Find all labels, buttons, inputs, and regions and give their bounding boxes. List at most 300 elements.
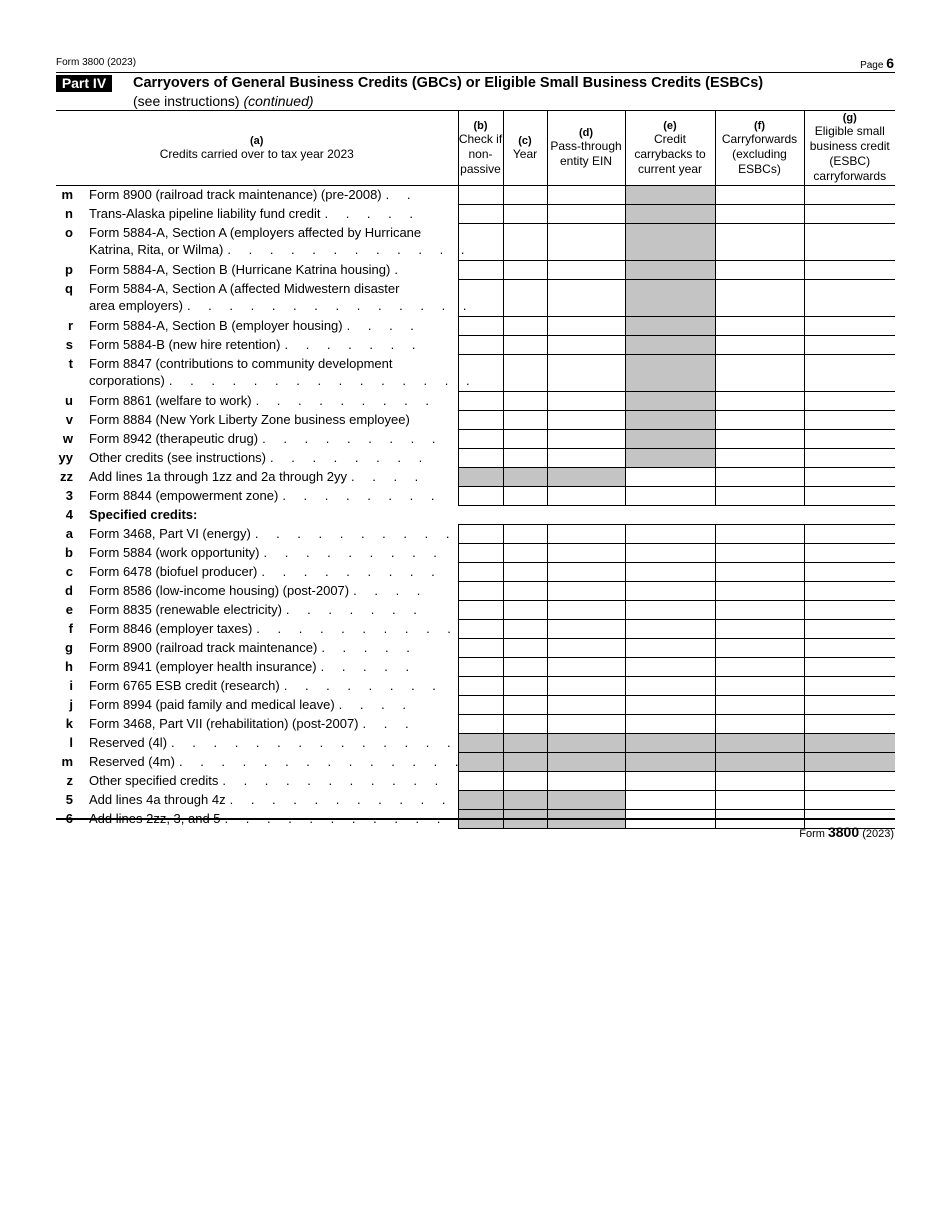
leader-dots: . [394, 261, 405, 277]
entry-cell-f[interactable] [715, 430, 804, 449]
entry-cell-g[interactable] [804, 411, 895, 430]
entry-cell-f[interactable] [715, 224, 804, 261]
entry-cell-e [625, 753, 715, 772]
entry-cell-d[interactable] [547, 715, 625, 734]
entry-cell-f[interactable] [715, 317, 804, 336]
entry-cell-c[interactable] [503, 186, 547, 205]
entry-cell-g[interactable] [804, 355, 895, 392]
line-number: v [65, 411, 73, 427]
entry-cell-b[interactable] [458, 411, 503, 430]
entry-cell-f[interactable] [715, 544, 804, 563]
line-number: t [68, 355, 73, 371]
line-number: 5 [65, 791, 73, 807]
entry-cell-d[interactable] [547, 525, 625, 544]
entry-cell-e [625, 280, 715, 317]
line-text: Form 8941 (employer health insurance) [89, 658, 317, 674]
line-text: Trans-Alaska pipeline liability fund credit [89, 205, 321, 221]
table-row [56, 205, 895, 224]
entry-cell-c [503, 753, 547, 772]
entry-cell-c [503, 734, 547, 753]
entry-cell-e [625, 205, 715, 224]
line-text: Form 5884 (work opportunity) [89, 544, 260, 560]
line-number: q [65, 280, 73, 296]
entry-cell-b[interactable] [458, 639, 503, 658]
entry-cell-b [458, 734, 503, 753]
entry-cell-c[interactable] [503, 411, 547, 430]
leader-dots: . . . . . [321, 639, 417, 655]
entry-cell-c[interactable] [503, 525, 547, 544]
line-description [81, 715, 458, 734]
leader-dots: . . . . . . . . . . . . . . [171, 734, 458, 750]
entry-cell-f[interactable] [715, 601, 804, 620]
entry-cell-c[interactable] [503, 772, 547, 791]
entry-cell-e [625, 430, 715, 449]
entry-cell-e [625, 317, 715, 336]
column-header-g: (g) Eligible small business credit (ESBC) carryforwards [804, 111, 895, 186]
entry-cell-f[interactable] [715, 186, 804, 205]
entry-cell-e[interactable] [625, 544, 715, 563]
entry-cell-e[interactable] [625, 791, 715, 810]
line-number: j [69, 696, 73, 712]
subtitle-italic: (continued) [243, 93, 314, 109]
entry-cell-b[interactable] [458, 563, 503, 582]
entry-cell-g[interactable] [804, 449, 895, 468]
subtitle-plain: (see instructions) [133, 93, 240, 109]
column-header-f: (f) Carryforwards (excluding ESBCs) [715, 111, 804, 186]
entry-cell-c[interactable] [503, 601, 547, 620]
leader-dots: . . . . [338, 696, 413, 712]
line-text: Form 3468, Part VI (energy) [89, 525, 251, 541]
table-row [56, 620, 895, 639]
line-description [81, 317, 458, 336]
entry-cell-g[interactable] [804, 186, 895, 205]
line-number: i [69, 677, 73, 693]
entry-cell-g[interactable] [804, 224, 895, 261]
line-text: Form 8586 (low-income housing) (post-2007) [89, 582, 350, 598]
table-row [56, 563, 895, 582]
entry-cell-f[interactable] [715, 772, 804, 791]
entry-cell-b[interactable] [458, 601, 503, 620]
bottom-rule [56, 818, 895, 820]
entry-cell-c[interactable] [503, 544, 547, 563]
entry-cell-g[interactable] [804, 696, 895, 715]
entry-cell-g[interactable] [804, 677, 895, 696]
entry-cell-c[interactable] [503, 449, 547, 468]
entry-cell-f[interactable] [715, 696, 804, 715]
entry-cell-d[interactable] [547, 186, 625, 205]
line-description [81, 487, 458, 506]
leader-dots: . . . . . . . . [270, 449, 430, 465]
table-row [56, 506, 895, 525]
table-row [56, 411, 895, 430]
entry-cell-b[interactable] [458, 392, 503, 411]
leader-dots: . . . . [346, 317, 421, 333]
table-row [56, 355, 895, 392]
entry-cell-g[interactable] [804, 715, 895, 734]
line-description [81, 753, 466, 772]
entry-cell-f[interactable] [715, 791, 804, 810]
column-header-e: (e) Credit carrybacks to current year [625, 111, 715, 186]
entry-cell-f[interactable] [715, 449, 804, 468]
entry-cell-d[interactable] [547, 544, 625, 563]
line-text-continued: corporations) [89, 373, 165, 388]
entry-cell-f[interactable] [715, 525, 804, 544]
line-description [81, 658, 458, 677]
line-number: s [65, 336, 73, 352]
entry-cell-f[interactable] [715, 411, 804, 430]
entry-cell-g[interactable] [804, 205, 895, 224]
entry-cell-f[interactable] [715, 280, 804, 317]
entry-cell-e[interactable] [625, 639, 715, 658]
line-text: Form 6478 (biofuel producer) [89, 563, 258, 579]
entry-cell-e [625, 355, 715, 392]
column-header-row [56, 111, 895, 186]
entry-cell-b[interactable] [458, 525, 503, 544]
line-description [81, 677, 458, 696]
line-description [81, 506, 458, 525]
line-text: Form 8835 (renewable electricity) [89, 601, 282, 617]
entry-cell-f[interactable] [715, 639, 804, 658]
line-text: Form 8884 (New York Liberty Zone business employee) [89, 411, 410, 427]
entry-cell-g[interactable] [804, 261, 895, 280]
entry-cell-g[interactable] [804, 336, 895, 355]
line-description [81, 772, 458, 791]
entry-cell-d[interactable] [547, 601, 625, 620]
line-text: Form 8844 (empowerment zone) [89, 487, 279, 503]
entry-cell-d[interactable] [547, 658, 625, 677]
line-text: Form 8900 (railroad track maintenance) (pre-2008) [89, 187, 382, 202]
entry-cell-d[interactable] [547, 355, 625, 392]
entry-cell-e [625, 392, 715, 411]
entry-cell-e[interactable] [625, 772, 715, 791]
entry-cell-b[interactable] [458, 620, 503, 639]
entry-cell-f[interactable] [715, 487, 804, 506]
line-text-continued: area employers) [89, 298, 183, 313]
entry-cell-e [625, 734, 715, 753]
entry-cell-b[interactable] [458, 487, 503, 506]
entry-cell-b [458, 468, 503, 487]
entry-cell-d[interactable] [547, 224, 625, 261]
line-number: m [61, 753, 73, 769]
entry-cell-e[interactable] [625, 582, 715, 601]
entry-cell-b[interactable] [458, 582, 503, 601]
entry-cell-c[interactable] [503, 317, 547, 336]
table-row [56, 544, 895, 563]
entry-cell-f[interactable] [715, 336, 804, 355]
line-number: f [68, 620, 73, 636]
entry-cell-c[interactable] [503, 715, 547, 734]
entry-cell-d[interactable] [547, 430, 625, 449]
entry-cell-d[interactable] [547, 772, 625, 791]
leader-dots: . . [385, 187, 418, 202]
entry-cell-c[interactable] [503, 392, 547, 411]
entry-cell-d [547, 468, 625, 487]
line-description [81, 563, 458, 582]
line-number: b [65, 544, 73, 560]
entry-cell-f[interactable] [715, 563, 804, 582]
table-row [56, 582, 895, 601]
footer-form-word: Form [799, 828, 825, 840]
entry-cell-d[interactable] [547, 280, 625, 317]
entry-cell-g[interactable] [804, 317, 895, 336]
entry-cell-c[interactable] [503, 620, 547, 639]
entry-cell-g[interactable] [804, 280, 895, 317]
leader-dots: . . . . . . . . [282, 487, 442, 503]
table-row [56, 525, 895, 544]
line-text: Form 8847 (contributions to community development [89, 355, 393, 371]
line-text: Form 5884-A, Section B (employer housing) [89, 317, 343, 333]
entry-cell-c[interactable] [503, 658, 547, 677]
entry-cell-e [625, 186, 715, 205]
entry-cell-e[interactable] [625, 468, 715, 487]
entry-cell-b [458, 791, 503, 810]
entry-cell-b[interactable] [458, 677, 503, 696]
entry-cell-d[interactable] [547, 336, 625, 355]
table-row [56, 753, 895, 772]
table-row [56, 734, 895, 753]
entry-cell-f[interactable] [715, 261, 804, 280]
entry-cell-g [804, 734, 895, 753]
line-description [81, 544, 458, 563]
line-description [81, 468, 458, 487]
entry-cell-g[interactable] [804, 620, 895, 639]
entry-cell-g[interactable] [804, 392, 895, 411]
line-number: o [65, 224, 73, 240]
entry-cell-d[interactable] [547, 411, 625, 430]
table-row [56, 639, 895, 658]
line-number: g [65, 639, 73, 655]
entry-cell-e[interactable] [625, 601, 715, 620]
entry-cell-c[interactable] [503, 563, 547, 582]
table-row [56, 677, 895, 696]
line-number: e [65, 601, 73, 617]
entry-cell-b[interactable] [458, 449, 503, 468]
carryovers-table [56, 111, 895, 829]
line-number: h [65, 658, 73, 674]
entry-cell-d[interactable] [547, 620, 625, 639]
table-row [56, 487, 895, 506]
table-row [56, 317, 895, 336]
line-text: Form 8861 (welfare to work) [89, 392, 252, 408]
entry-cell-g[interactable] [804, 601, 895, 620]
line-description [81, 336, 458, 355]
leader-dots: . . . . . . . . [283, 677, 443, 693]
entry-cell-d[interactable] [547, 677, 625, 696]
line-description [81, 411, 458, 430]
line-number: 4 [65, 506, 73, 522]
entry-cell-d[interactable] [547, 696, 625, 715]
entry-cell-c[interactable] [503, 639, 547, 658]
entry-cell-g[interactable] [804, 468, 895, 487]
line-text: Form 5884-A, Section B (Hurricane Katrina housing) [89, 261, 391, 277]
line-number: zz [60, 468, 73, 484]
line-description [81, 392, 458, 411]
entry-cell-c[interactable] [503, 205, 547, 224]
entry-cell-d [547, 753, 625, 772]
entry-cell-c [503, 791, 547, 810]
line-description [81, 430, 458, 449]
entry-cell-f [715, 753, 804, 772]
entry-cell-b[interactable] [458, 696, 503, 715]
line-number: l [69, 734, 73, 750]
entry-cell-f[interactable] [715, 677, 804, 696]
line-description [81, 525, 458, 544]
entry-cell-g[interactable] [804, 487, 895, 506]
entry-cell-g[interactable] [804, 791, 895, 810]
line-text: Form 5884-A, Section A (affected Midwestern disaster [89, 280, 400, 296]
line-text: Form 5884-A, Section A (employers affected by Hurricane [89, 224, 422, 240]
line-number: p [65, 261, 73, 277]
entry-cell-e [625, 411, 715, 430]
entry-cell-d[interactable] [547, 487, 625, 506]
entry-cell-c[interactable] [503, 677, 547, 696]
entry-cell-b[interactable] [458, 658, 503, 677]
entry-cell-e[interactable] [625, 677, 715, 696]
leader-dots: . . . . . . . . . . . . . . [186, 298, 474, 313]
leader-dots: . . . . . . . . . . . [222, 772, 446, 788]
table-row [56, 261, 895, 280]
entry-cell-g[interactable] [804, 525, 895, 544]
column-header-a: (a) Credits carried over to tax year 2023 [56, 111, 458, 186]
entry-cell-e [625, 224, 715, 261]
entry-cell-e[interactable] [625, 525, 715, 544]
entry-cell-b[interactable] [458, 186, 503, 205]
leader-dots: . . . . . . . . . [255, 392, 436, 408]
leader-dots: . . . . . [320, 658, 417, 674]
line-number: k [65, 715, 73, 731]
entry-cell-b[interactable] [458, 772, 503, 791]
column-header-d: (d) Pass-through entity EIN [547, 111, 625, 186]
entry-cell-b[interactable] [458, 544, 503, 563]
entry-cell-c[interactable] [503, 355, 547, 392]
entry-cell-d[interactable] [547, 563, 625, 582]
line-text: Other specified credits [89, 772, 219, 788]
line-text: Form 3468, Part VII (rehabilitation) (post-2007) [89, 715, 359, 731]
line-text: Form 8994 (paid family and medical leave) [89, 696, 335, 712]
entry-cell-d[interactable] [547, 205, 625, 224]
table-row [56, 715, 895, 734]
entry-cell-e[interactable] [625, 658, 715, 677]
leader-dots: . . . . . . . . . . [254, 525, 457, 541]
table-row [56, 392, 895, 411]
entry-cell-d[interactable] [547, 582, 625, 601]
entry-cell-g[interactable] [804, 430, 895, 449]
line-description [81, 734, 458, 753]
line-text: Specified credits: [89, 506, 198, 522]
entry-cell-g[interactable] [804, 639, 895, 658]
leader-dots: . . . [362, 715, 416, 731]
entry-cell-b[interactable] [458, 261, 503, 280]
entry-cell-e [625, 336, 715, 355]
entry-cell-d[interactable] [547, 317, 625, 336]
entry-cell-b[interactable] [458, 205, 503, 224]
entry-cell-e[interactable] [625, 696, 715, 715]
table-row [56, 772, 895, 791]
entry-cell-f[interactable] [715, 582, 804, 601]
line-number: a [65, 525, 73, 541]
entry-cell-c[interactable] [503, 487, 547, 506]
leader-dots: . . . . . . . . . [262, 430, 443, 446]
line-description [81, 449, 458, 468]
entry-cell-f[interactable] [715, 355, 804, 392]
entry-cell-c[interactable] [503, 261, 547, 280]
column-header-c: (c) Year [503, 111, 547, 186]
footer-form-number: 3800 [827, 824, 860, 840]
entry-cell-g[interactable] [804, 658, 895, 677]
heading-spacer [458, 506, 895, 525]
part-label: Part IV [56, 75, 112, 92]
entry-cell-b[interactable] [458, 336, 503, 355]
line-description [81, 205, 458, 224]
table-row [56, 468, 895, 487]
line-description [81, 582, 458, 601]
page-label: Page [860, 60, 884, 71]
footer-year: (2023) [862, 828, 894, 840]
entry-cell-f[interactable] [715, 392, 804, 411]
entry-cell-e[interactable] [625, 563, 715, 582]
leader-dots: . . . . . . . . . . [256, 620, 458, 636]
table-row [56, 696, 895, 715]
leader-dots: . . . . . . . . . . . [229, 791, 453, 807]
entry-cell-g[interactable] [804, 772, 895, 791]
entry-cell-d[interactable] [547, 392, 625, 411]
leader-dots: . . . . [351, 468, 426, 484]
entry-cell-b[interactable] [458, 430, 503, 449]
entry-cell-f[interactable] [715, 620, 804, 639]
form-footer [799, 824, 894, 840]
line-description [81, 261, 458, 280]
entry-cell-c[interactable] [503, 582, 547, 601]
leader-dots: . . . . . . . . . [263, 544, 444, 560]
entry-cell-g [804, 753, 895, 772]
part-subtitle [133, 93, 314, 110]
entry-cell-d[interactable] [547, 639, 625, 658]
table-row [56, 658, 895, 677]
entry-cell-f[interactable] [715, 715, 804, 734]
entry-cell-g[interactable] [804, 563, 895, 582]
entry-cell-c[interactable] [503, 336, 547, 355]
entry-cell-b[interactable] [458, 715, 503, 734]
line-number: m [61, 187, 73, 202]
entry-cell-c[interactable] [503, 280, 547, 317]
table-row [56, 791, 895, 810]
entry-cell-g[interactable] [804, 544, 895, 563]
entry-cell-b[interactable] [458, 317, 503, 336]
entry-cell-f[interactable] [715, 468, 804, 487]
entry-cell-f[interactable] [715, 205, 804, 224]
line-description [81, 355, 477, 392]
leader-dots: . . . . [353, 582, 428, 598]
table-row [56, 449, 895, 468]
entry-cell-e[interactable] [625, 620, 715, 639]
entry-cell-g[interactable] [804, 582, 895, 601]
line-description [81, 224, 472, 261]
leader-dots: . . . . . . . . . . . . . . [178, 753, 466, 769]
entry-cell-e[interactable] [625, 715, 715, 734]
entry-cell-c[interactable] [503, 224, 547, 261]
entry-cell-c[interactable] [503, 430, 547, 449]
line-text: Form 8846 (employer taxes) [89, 620, 253, 636]
leader-dots: . . . . . . . [284, 336, 423, 352]
entry-cell-d[interactable] [547, 449, 625, 468]
leader-dots: . . . . . . . . . [261, 563, 442, 579]
line-text: Form 8900 (railroad track maintenance) [89, 639, 318, 655]
table-row [56, 336, 895, 355]
entry-cell-f[interactable] [715, 658, 804, 677]
entry-cell-c[interactable] [503, 696, 547, 715]
entry-cell-d[interactable] [547, 261, 625, 280]
entry-cell-e[interactable] [625, 487, 715, 506]
